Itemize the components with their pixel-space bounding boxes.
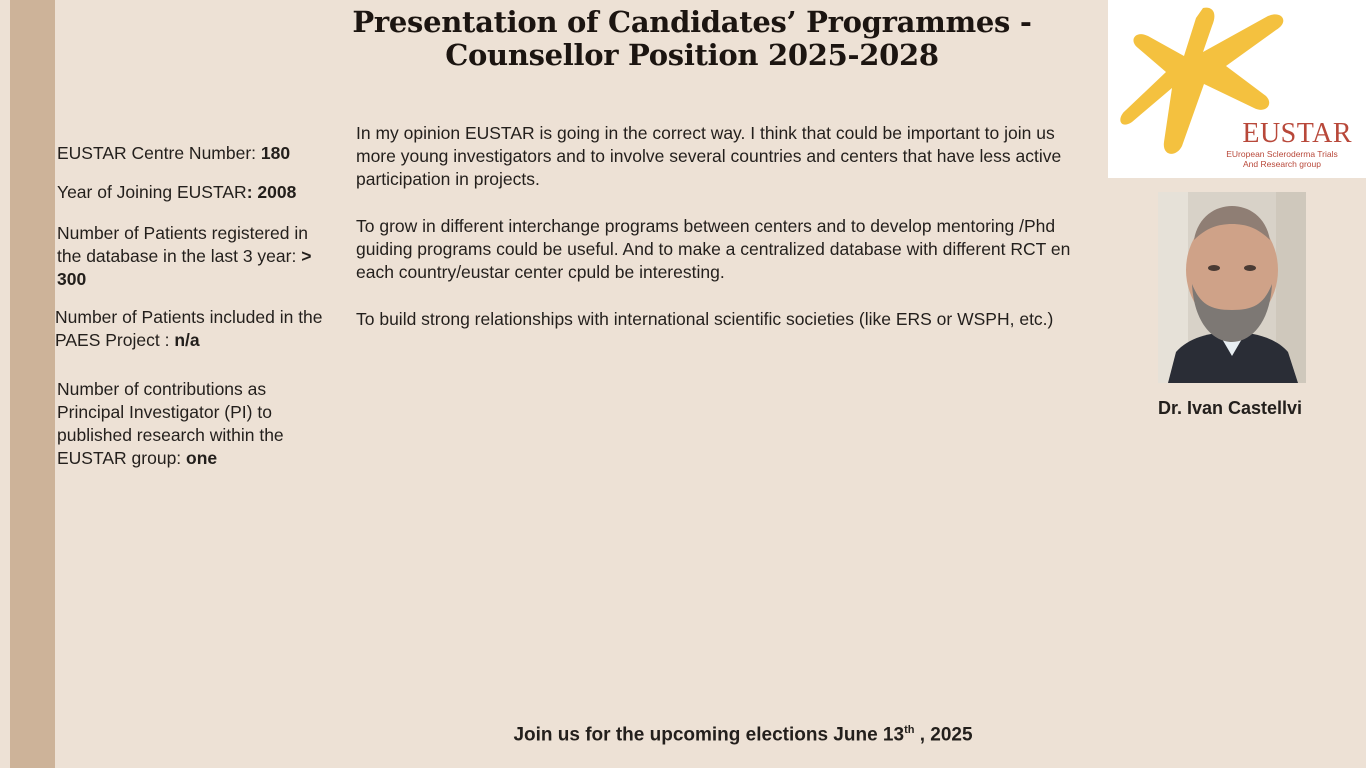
candidate-programme (356, 122, 1086, 355)
stat-pi-contributions: Number of contributions as Principal Investigator (PI) to published research within the EUSTAR group: one (57, 379, 284, 468)
stat-year-joining: Year of Joining EUSTAR: 2008 (57, 182, 297, 202)
programme-paragraph-2: To grow in different interchange programs between centers and to develop mentoring /Phd guiding programs could be useful. And to make a centralized database with different RCT en each country/eustar center cpuld be interesting. (356, 216, 1071, 282)
eustar-wordmark: EUSTAR (1242, 118, 1352, 149)
candidate-photo (1158, 192, 1306, 383)
stat-patients-registered: Number of Patients registered in the database in the last 3 year: > 300 (57, 223, 312, 289)
page-title-line-2: Counsellor Position 2025-2028 (445, 38, 939, 72)
stat-patients-paes: Number of Patients included in the PAES Project : n/a (55, 307, 323, 350)
eustar-logo (1108, 0, 1366, 178)
page-title (330, 6, 1054, 72)
candidate-name: Dr. Ivan Castellvi (1157, 398, 1303, 418)
election-footer: Join us for the upcoming elections June 13th , 2025 (513, 724, 973, 746)
candidate-portrait-icon (1158, 192, 1306, 383)
eustar-logo-subtitle: EUropean Scleroderma Trials And Research group (1226, 149, 1338, 169)
page-title-line-1: Presentation of Candidates’ Programmes - (352, 5, 1032, 39)
decorative-side-stripe (10, 0, 55, 768)
programme-paragraph-3: To build strong relationships with international scientific societies (like ERS or WSPH, etc.) (356, 309, 1054, 329)
stat-centre-number: EUSTAR Centre Number: 180 (57, 143, 291, 163)
programme-paragraph-1: In my opinion EUSTAR is going in the correct way. I think that could be important to join us more young investigators and to involve several countries and centers that have less active participation in projects. (356, 123, 1062, 189)
